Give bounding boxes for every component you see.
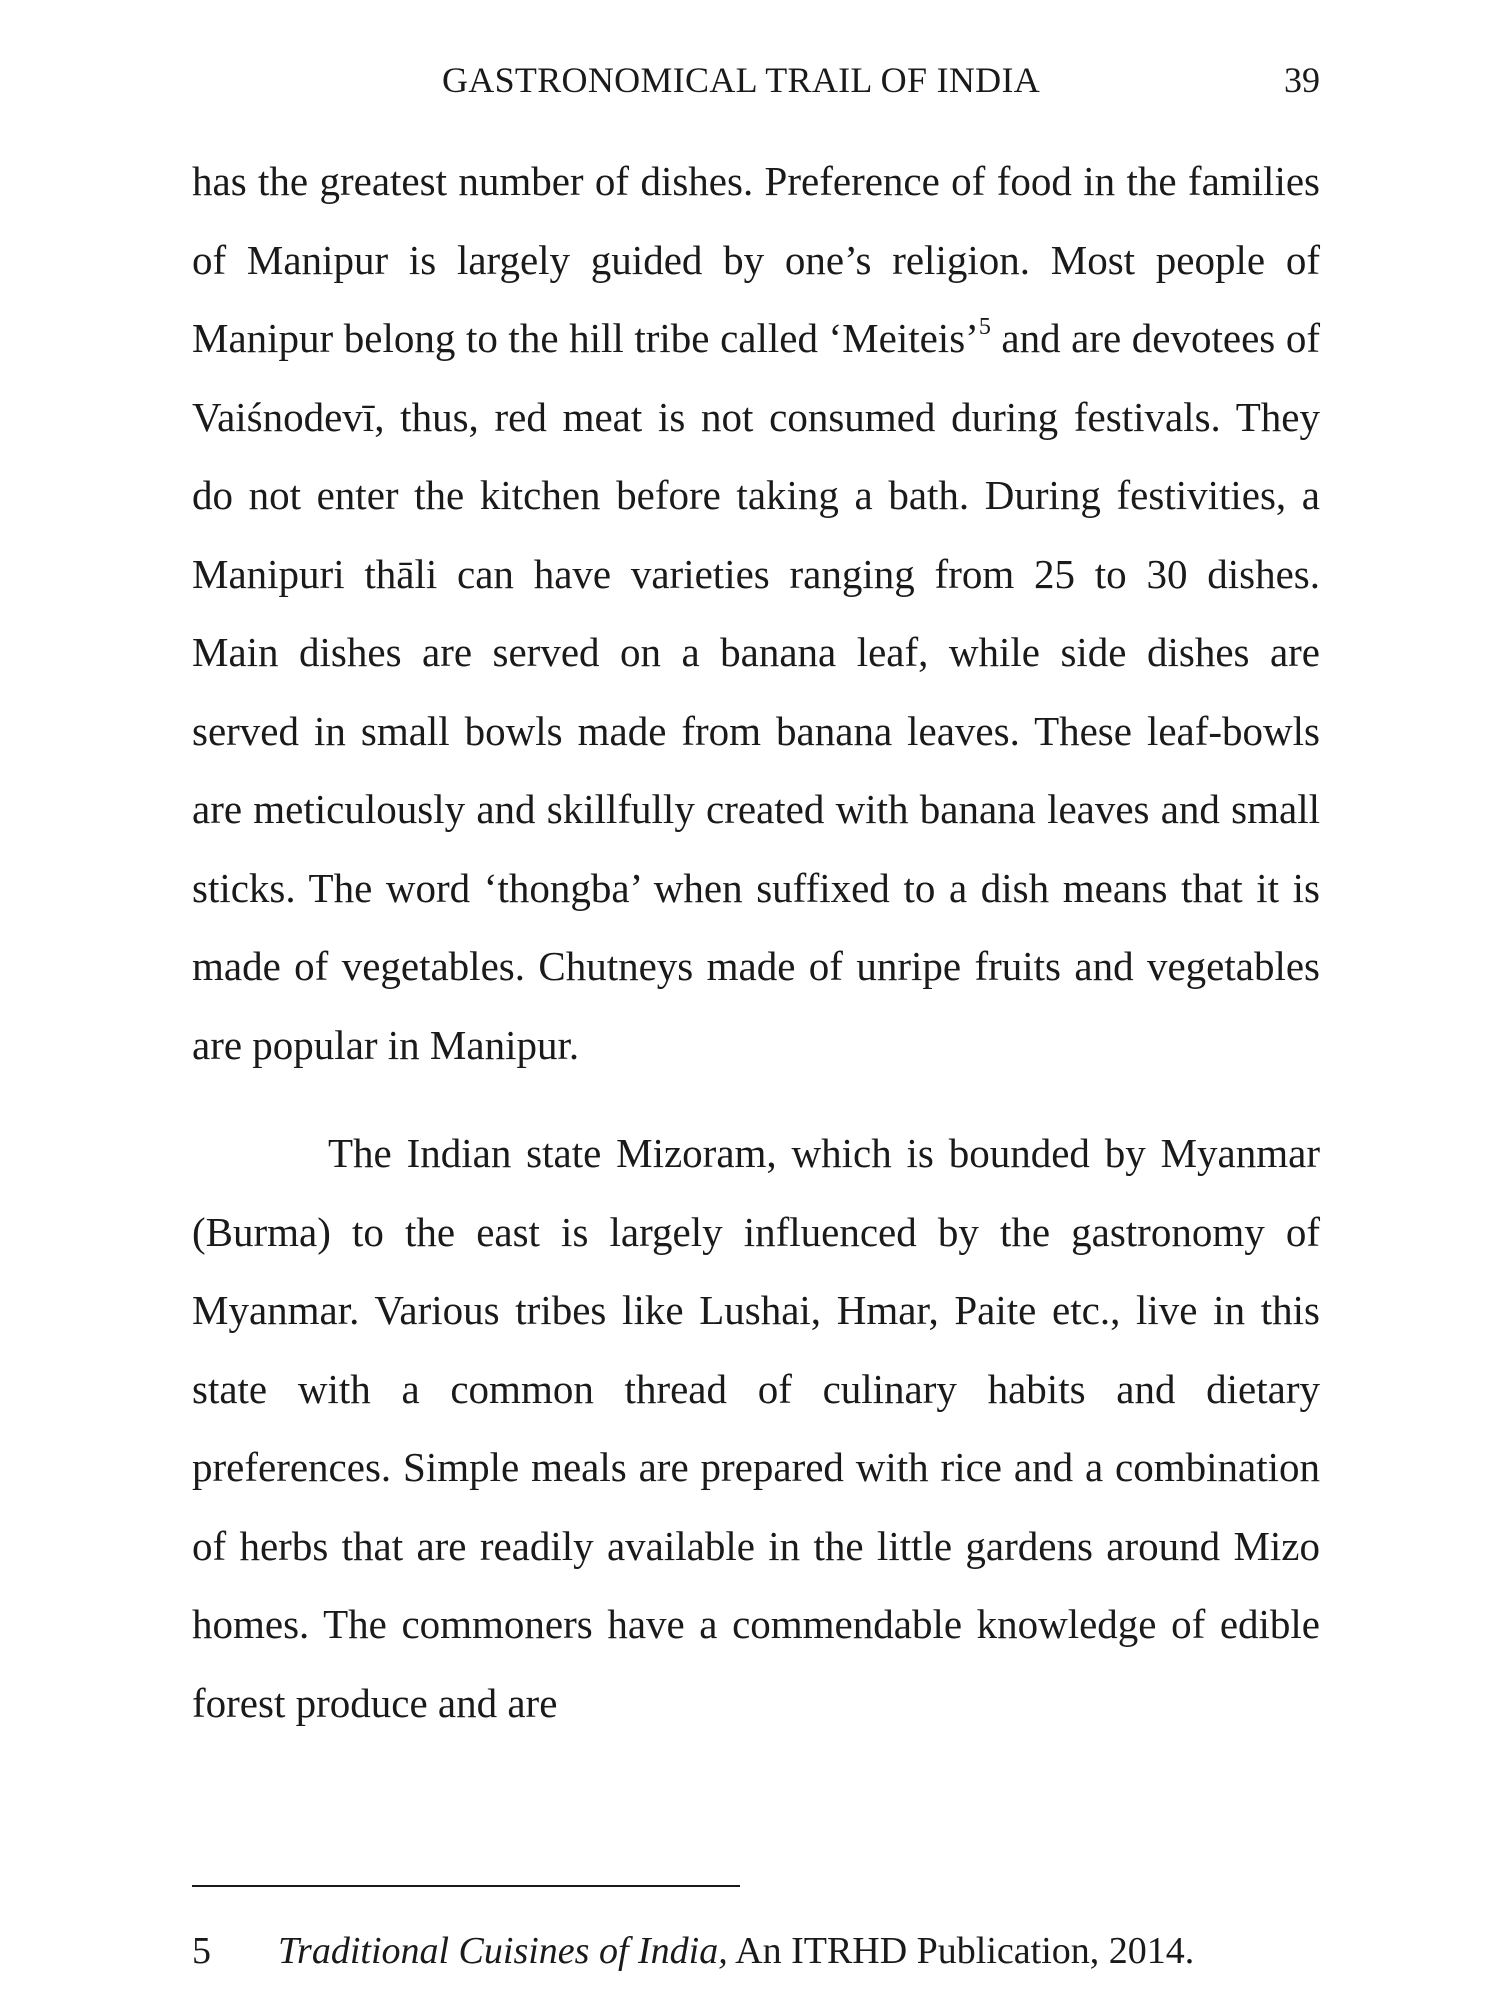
paragraph-text: has the greatest number of dishes. Preference of food in the families of Manipur is largely guided by one’s religion. Most people of Manipur belong to the hill tribe called ‘Meiteis’ [192, 158, 1320, 361]
footnote [192, 1926, 1320, 1976]
running-title: GASTRONOMICAL TRAIL OF INDIA [442, 60, 1041, 100]
running-head [192, 56, 1320, 104]
body-text [192, 142, 1320, 1742]
paragraph-mizoram: The Indian state Mizoram, which is bounded by Myanmar (Burma) to the east is largely influenced by the gastronomy of Myanmar. Various tribes like Lushai, Hmar, Paite etc., live in this state with a common thread of culinary habits and dietary preferences. Simple meals are prepared with rice and a combination of herbs that are readily available in the little gardens around Mizo homes. The commoners have a commendable knowledge of edible forest produce and are [192, 1130, 1320, 1726]
footnote-number: 5 [192, 1930, 211, 1972]
footnote-source-details: An ITRHD Publication, 2014. [727, 1930, 1195, 1972]
footnote-source-title: Traditional Cuisines of India, [278, 1930, 728, 1972]
page-number: 39 [1284, 60, 1320, 100]
paragraph-manipur [192, 142, 1320, 1084]
footnote-divider [192, 1885, 740, 1887]
footnote-reference[interactable]: 5 [978, 314, 991, 340]
paragraph-text: and are devotees of Vaiśnodevī, thus, red meat is not consumed during festivals. They do not enter the kitchen before taking a bath. During festivities, a Manipuri thāli can have varieties ranging from 25 to 30 dishes. Main dishes are served on a banana leaf, while side dishes are served in small bowls made from banana leaves. These leaf-bowls are meticulously and skillfully created with banana leaves and small sticks. The word ‘thongba’ when suffixed to a dish means that it is made of vegetables. Chutneys made of unripe fruits and vegetables are popular in Manipur. [192, 315, 1320, 1068]
